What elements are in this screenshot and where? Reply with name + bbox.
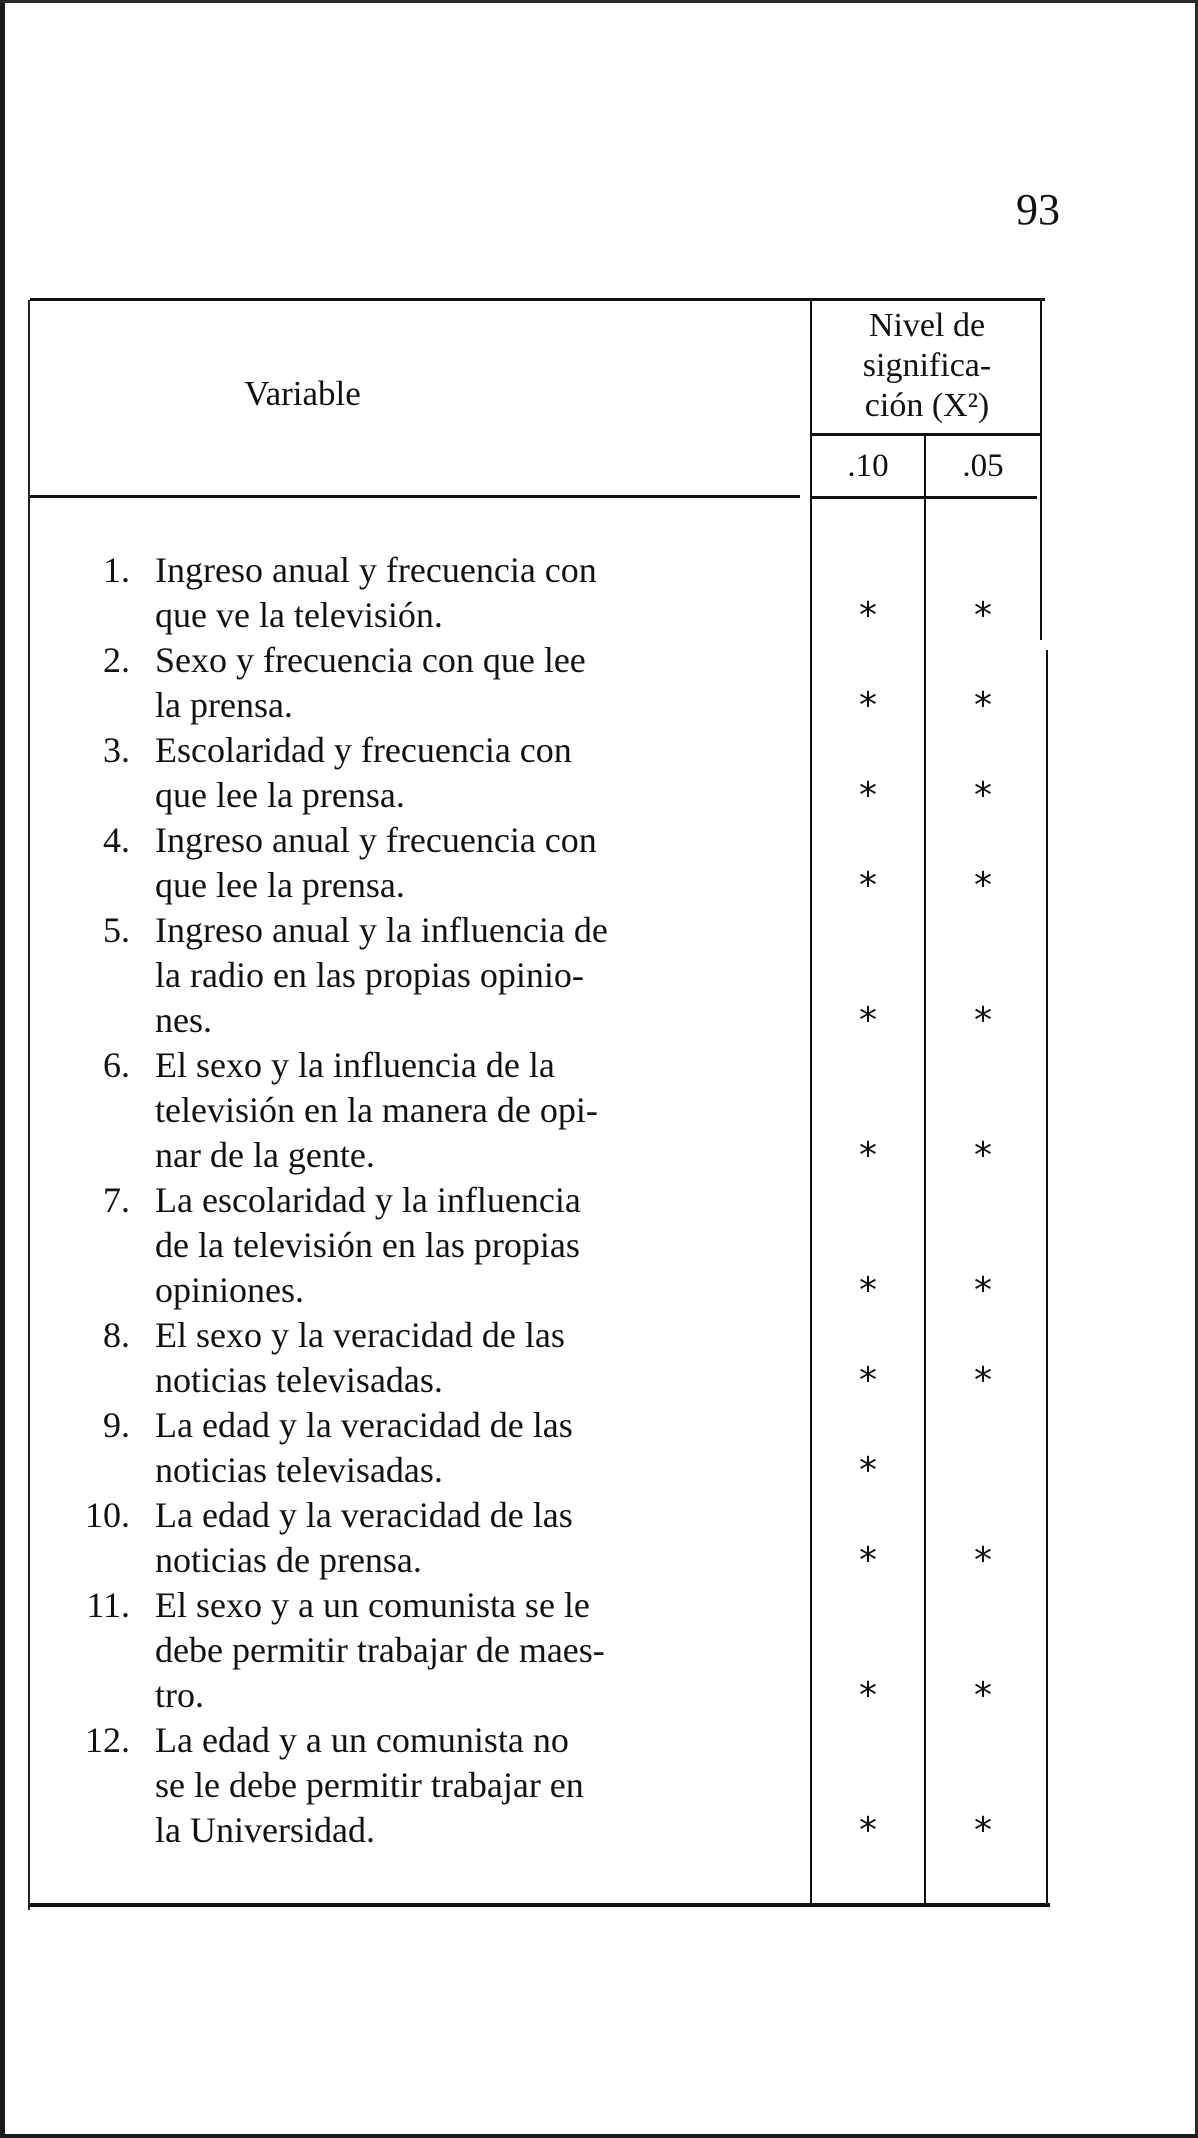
row-text-line: televisión en la manera de opi- <box>155 1090 598 1130</box>
table-row <box>30 1043 1040 1178</box>
row-variable-text <box>155 638 770 728</box>
row-variable-text <box>155 1493 770 1583</box>
table-row <box>30 1493 1040 1583</box>
row-number: 7. <box>103 1180 130 1220</box>
row-text-line: Ingreso anual y la influencia de <box>155 910 608 950</box>
significance-mark-10: * <box>859 1675 877 1716</box>
significance-mark-10: * <box>859 1450 877 1491</box>
significance-mark-10: * <box>859 1360 877 1401</box>
scan-edge-left <box>0 0 5 2138</box>
row-text-line: la prensa. <box>155 685 293 725</box>
significance-mark-10: * <box>859 1270 877 1311</box>
significance-mark-05: * <box>974 1810 992 1851</box>
significance-mark-05: * <box>974 595 992 636</box>
scan-edge-bottom <box>0 2134 1198 2138</box>
row-text-line: se le debe permitir trabajar en <box>155 1765 584 1805</box>
row-variable-text <box>155 818 770 908</box>
row-text-line: El sexo y la veracidad de las <box>155 1315 565 1355</box>
row-text-line: noticias televisadas. <box>155 1450 443 1490</box>
row-text-line: nar de la gente. <box>155 1135 375 1175</box>
table-row <box>30 548 1040 638</box>
row-text-line: opiniones. <box>155 1270 304 1310</box>
row-text-line: Escolaridad y frecuencia con <box>155 730 572 770</box>
row-text-line: nes. <box>155 1000 212 1040</box>
row-number: 5. <box>103 910 130 950</box>
row-variable-text <box>155 908 770 1043</box>
table-bottom-rule <box>30 1903 1050 1907</box>
row-text-line: Sexo y frecuencia con que lee <box>155 640 586 680</box>
row-variable-text <box>155 1583 770 1718</box>
table-body <box>30 548 1040 1853</box>
subheader-rule <box>812 433 1040 436</box>
row-variable-text <box>155 1718 770 1853</box>
row-text-line: noticias televisadas. <box>155 1360 443 1400</box>
significance-mark-10: * <box>859 775 877 816</box>
significance-mark-10: * <box>859 865 877 906</box>
header-level-line: significa- <box>862 347 992 384</box>
significance-mark-10: * <box>859 1810 877 1851</box>
row-text-line: Ingreso anual y frecuencia con <box>155 550 597 590</box>
table-row <box>30 1583 1040 1718</box>
table-row <box>30 1178 1040 1313</box>
table-row <box>30 728 1040 818</box>
significance-mark-10: * <box>859 685 877 726</box>
scan-edge-top <box>0 0 1198 3</box>
header-level-line: ción (X²) <box>864 387 990 424</box>
table-row <box>30 1403 1040 1493</box>
row-variable-text <box>155 548 770 638</box>
significance-mark-05: * <box>974 1135 992 1176</box>
significance-mark-10: * <box>859 1135 877 1176</box>
significance-mark-05: * <box>974 865 992 906</box>
row-text-line: La edad y a un comunista no <box>155 1720 569 1760</box>
significance-mark-05: * <box>974 775 992 816</box>
row-number: 1. <box>103 550 130 590</box>
row-number: 12. <box>85 1720 130 1760</box>
row-text-line: Ingreso anual y frecuencia con <box>155 820 597 860</box>
table-row <box>30 1313 1040 1403</box>
significance-mark-05: * <box>974 1000 992 1041</box>
row-variable-text <box>155 1178 770 1313</box>
table-row <box>30 1718 1040 1853</box>
row-variable-text <box>155 728 770 818</box>
significance-mark-10: * <box>859 595 877 636</box>
significance-mark-05: * <box>974 1675 992 1716</box>
row-text-line: que lee la prensa. <box>155 775 405 815</box>
header-bottom-rule-left <box>30 495 800 498</box>
row-variable-text <box>155 1043 770 1178</box>
row-number: 11. <box>86 1585 130 1625</box>
row-number: 8. <box>103 1315 130 1355</box>
row-text-line: El sexo y la influencia de la <box>155 1045 555 1085</box>
row-text-line: noticias de prensa. <box>155 1540 422 1580</box>
header-variable-label: Variable <box>244 374 361 413</box>
table-right-border-lower <box>1046 650 1048 1905</box>
row-text-line: de la televisión en las propias <box>155 1225 580 1265</box>
row-number: 4. <box>103 820 130 860</box>
table-row <box>30 818 1040 908</box>
row-number: 9. <box>103 1405 130 1445</box>
row-text-line: que ve la televisión. <box>155 595 443 635</box>
row-text-line: debe permitir trabajar de maes- <box>155 1630 605 1670</box>
row-text-line: La edad y la veracidad de las <box>155 1495 573 1535</box>
row-number: 10. <box>85 1495 130 1535</box>
row-text-line: El sexo y a un comunista se le <box>155 1585 590 1625</box>
row-text-line: La edad y la veracidad de las <box>155 1405 573 1445</box>
significance-mark-05: * <box>974 685 992 726</box>
row-text-line: la Universidad. <box>155 1810 375 1850</box>
header-col-10: .10 <box>847 448 889 484</box>
row-text-line: que lee la prensa. <box>155 865 405 905</box>
significance-mark-05: * <box>974 1360 992 1401</box>
row-text-line: la radio en las propias opinio- <box>155 955 584 995</box>
row-variable-text <box>155 1313 770 1403</box>
row-variable-text <box>155 1403 770 1493</box>
significance-mark-10: * <box>859 1000 877 1041</box>
row-text-line: La escolaridad y la influencia <box>155 1180 581 1220</box>
page-number: 93 <box>1016 185 1060 234</box>
significance-mark-05: * <box>974 1540 992 1581</box>
table-top-rule <box>30 298 1045 301</box>
header-col-05: .05 <box>962 448 1004 484</box>
significance-mark-05: * <box>974 1270 992 1311</box>
header-level-line: Nivel de <box>868 307 986 344</box>
row-number: 3. <box>103 730 130 770</box>
table-row <box>30 638 1040 728</box>
row-number: 6. <box>103 1045 130 1085</box>
significance-mark-10: * <box>859 1540 877 1581</box>
header-significance-level <box>812 306 1042 426</box>
row-number: 2. <box>103 640 130 680</box>
header-variable <box>30 372 885 416</box>
table-row <box>30 908 1040 1043</box>
row-text-line: tro. <box>155 1675 204 1715</box>
